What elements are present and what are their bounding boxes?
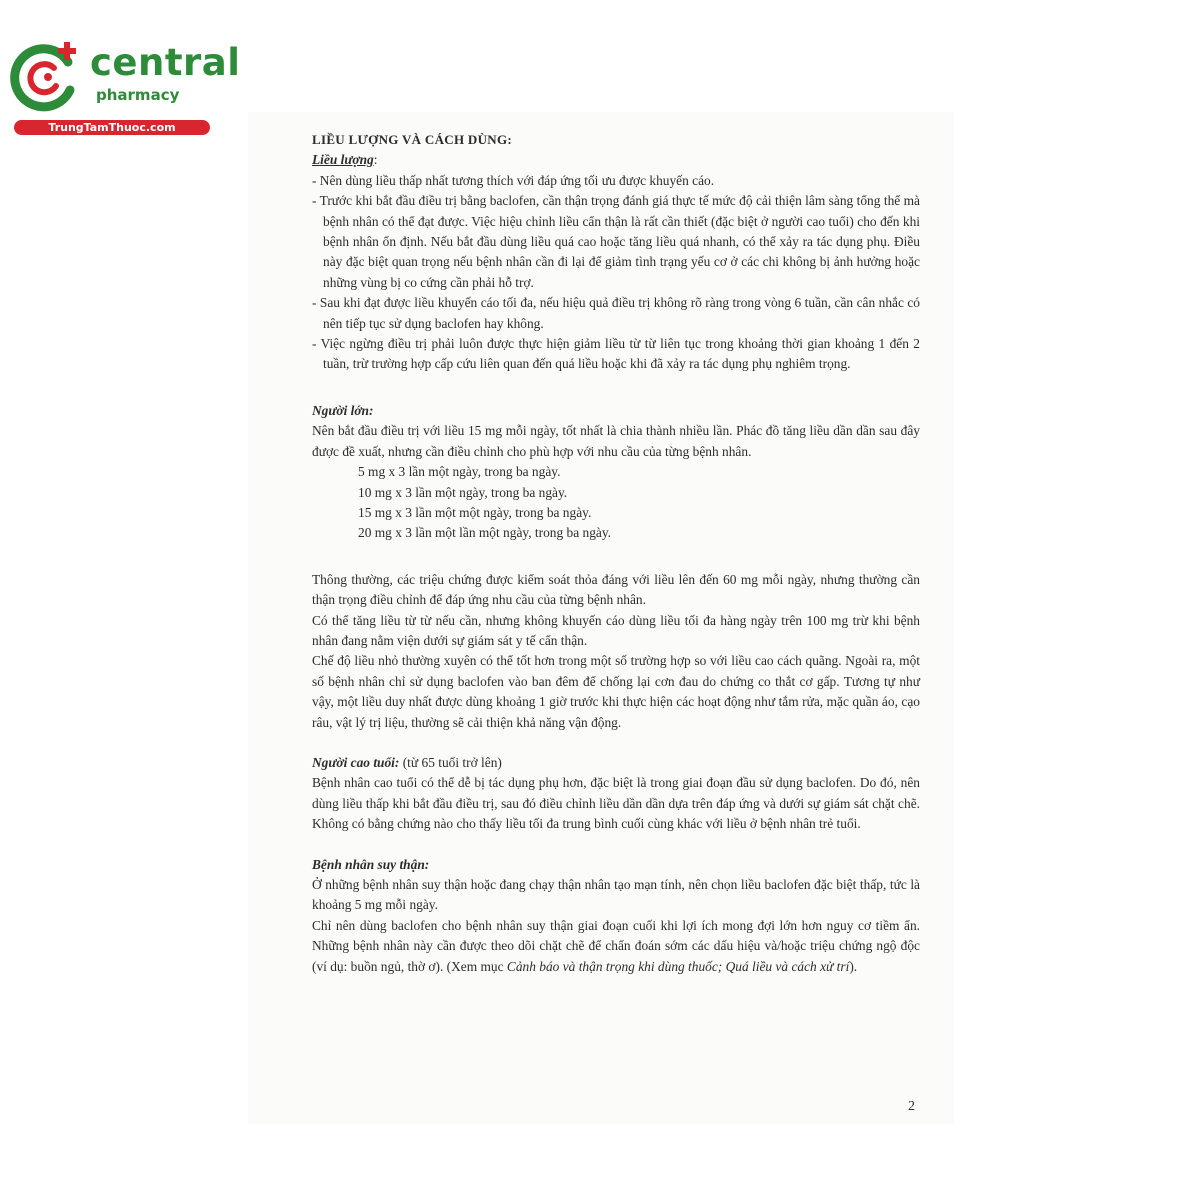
spacer <box>312 375 920 401</box>
dosage-heading <box>312 150 920 170</box>
dose-step: 10 mg x 3 lần một ngày, trong ba ngày. <box>358 484 568 500</box>
elderly-heading <box>312 753 920 773</box>
adults-heading: Người lớn: <box>312 402 374 418</box>
dosage-item: - Nên dùng liều thấp nhất tương thích với đáp ứng tối ưu được khuyến cáo. <box>312 172 715 188</box>
dosage-colon: : <box>373 152 378 168</box>
spacer <box>312 544 920 570</box>
adults-paragraph: Thông thường, các triệu chứng được kiểm soát thỏa đáng với liều lên đến 60 mg mỗi ngày, nhưng thường cần thận trọng điều chỉnh để đáp ứng nhu cầu của từng bệnh nhân. <box>312 571 920 608</box>
dose-step: 15 mg x 3 lần một một ngày, trong ba ngày. <box>358 504 592 520</box>
central-pharmacy-logo-icon <box>8 38 88 118</box>
renal-heading: Bệnh nhân suy thận: <box>312 856 430 872</box>
cross-reference: Cảnh báo và thận trọng khi dùng thuốc; Quá liều và cách xử trí <box>506 958 850 974</box>
page-number: 2 <box>908 1099 915 1114</box>
dosage-item: - Trước khi bắt đầu điều trị bằng baclofen, cần thận trọng đánh giá thực tế mức độ cải thiện lâm sàng tổng thể mà bệnh nhân có thể đạt được. Việc hiệu chỉnh liều cẩn thận là rất cần thiết (đặc biệt ở người cao tuổi) cho đến khi bệnh nhân ổn định. Nếu bắt đầu dùng liều quá cao hoặc tăng liều quá nhanh, có thể xảy ra tác dụng phụ. Điều này đặc biệt quan trọng nếu bệnh nhân cần đi lại để giảm tình trạng yếu cơ ở các chi không bị ảnh hưởng hoặc những vùng bị co cứng cần phải hỗ trợ. <box>312 193 920 290</box>
renal-text-end: ). <box>849 958 858 974</box>
spacer <box>312 733 920 753</box>
brand-website: TrungTamThuoc.com <box>14 120 210 135</box>
dose-step: 5 mg x 3 lần một ngày, trong ba ngày. <box>358 464 561 480</box>
spacer <box>312 835 920 855</box>
elderly-paragraph: Bệnh nhân cao tuổi có thể dễ bị tác dụng phụ hơn, đặc biệt là trong giai đoạn đầu sử dụng baclofen. Do đó, nên dùng liều thấp khi bắt đầu điều trị, sau đó điều chỉnh liều dần dần dựa trên đáp ứng và dưới sự giám sát chặt chẽ. Không có bằng chứng nào cho thấy liều tối đa trung bình cuối cùng khác với liều ở bệnh nhân trẻ tuổi. <box>312 775 920 832</box>
dosage-item: - Việc ngừng điều trị phải luôn được thực hiện giảm liều từ từ liên tục trong khoảng thời gian khoảng 1 đến 2 tuần, trừ trường hợp cấp cứu liên quan đến quá liều hoặc khi đã xảy ra tác dụng phụ nghiêm trọng. <box>312 336 920 372</box>
brand-logo <box>8 38 241 136</box>
section-heading: LIỀU LƯỢNG VÀ CÁCH DÙNG: <box>312 132 513 147</box>
adults-intro: Nên bắt đầu điều trị với liều 15 mg mỗi ngày, tốt nhất là chia thành nhiều lần. Phác đồ tăng liều dần dần sau đây được đề xuất, nhưng cần điều chỉnh cho phù hợp với nhu cầu của từng bệnh nhân. <box>312 423 920 459</box>
adults-paragraph: Có thể tăng liều từ từ nếu cần, nhưng không khuyến cáo dùng liều tối đa hàng ngày trên 100 mg trừ khi bệnh nhân đang nằm viện dưới sự giám sát y tế cẩn thận. <box>312 612 920 648</box>
document-body <box>312 130 920 977</box>
brand-subtitle: pharmacy <box>96 86 180 104</box>
dosage-item: - Sau khi đạt được liều khuyến cáo tối đa, nếu hiệu quả điều trị không rõ ràng trong vòng 6 tuần, cần cân nhắc có nên tiếp tục sử dụng baclofen hay không. <box>312 295 920 331</box>
dose-step: 20 mg x 3 lần một lần một ngày, trong ba ngày. <box>358 525 612 541</box>
renal-paragraph: Ở những bệnh nhân suy thận hoặc đang chạy thận nhân tạo mạn tính, nên chọn liều baclofen đặc biệt thấp, tức là khoảng 5 mg mỗi ngày. <box>312 877 920 913</box>
adults-paragraph: Chế độ liều nhỏ thường xuyên có thể tốt hơn trong một số trường hợp so với liều cao cách quãng. Ngoài ra, một số bệnh nhân chỉ sử dụng baclofen vào ban đêm để chống lại cơn đau do chứng co thắt cơ gấp. Tương tự như vậy, một liều duy nhất được dùng khoảng 1 giờ trước khi thực hiện các hoạt động như tắm rửa, mặc quần áo, cạo râu, vật lý trị liệu, thường sẽ cải thiện khả năng vận động. <box>312 653 920 730</box>
dosage-title: Liều lượng <box>312 152 374 168</box>
elderly-title: Người cao tuổi: <box>312 754 400 770</box>
renal-text: Chỉ nên dùng baclofen cho bệnh nhân suy thận giai đoạn cuối khi lợi ích mong đợi lớn hơn nguy cơ tiềm ẩn. Những bệnh nhân này cần được theo dõi chặt chẽ để chẩn đoán sớm các dấu hiệu và/hoặc triệu chứng ngộ độc (ví dụ: buồn ngủ, thờ ơ). (Xem mục <box>312 917 920 974</box>
brand-name: central <box>90 41 241 84</box>
elderly-note: (từ 65 tuổi trở lên) <box>399 754 502 770</box>
renal-paragraph <box>312 916 920 977</box>
